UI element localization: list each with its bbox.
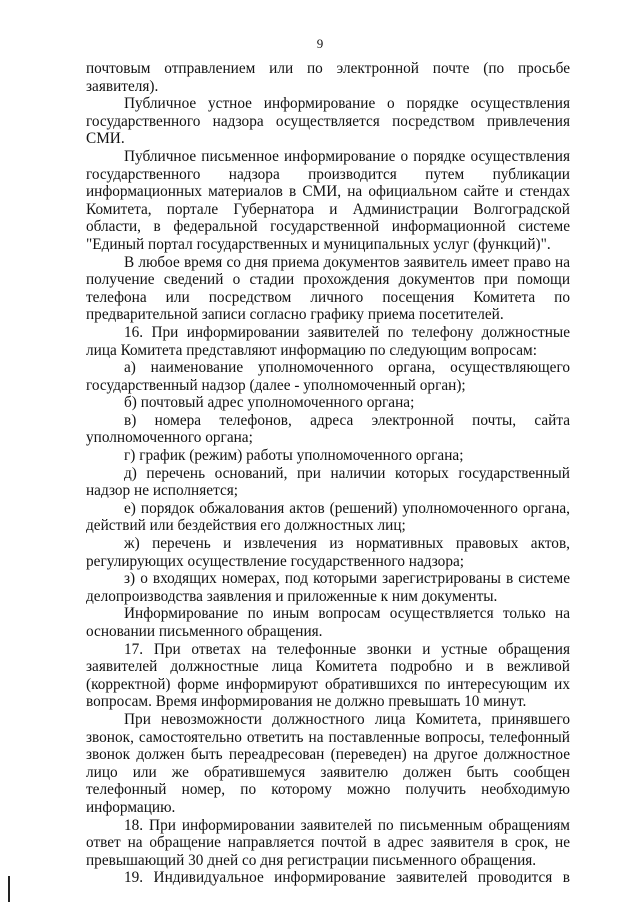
paragraph-16: 16. При информировании заявителей по телефону должностные лица Комитета представляют информацию по следующим вопросам: [86, 323, 570, 359]
paragraph-17: 17. При ответах на телефонные звонки и устные обращения заявителей должностные лица Комитета подробно и в вежливой (корректной) форме информируют обратившихся по интересующим их вопросам. Время информирования не должно превышать 10 минут. [86, 640, 570, 711]
paragraph-18: 18. При информировании заявителей по письменным обращениям ответ на обращение направляется почтой в адрес заявителя в срок, не превышающий 30 дней со дня регистрации письменного обращения. [86, 816, 570, 869]
list-item-zh: ж) перечень и извлечения из нормативных правовых актов, регулирующих осуществление государственного надзора; [86, 535, 570, 570]
list-item-e: е) порядок обжалования актов (решений) уполномоченного органа, действий или бездействия его должностных лиц; [86, 499, 570, 535]
list-item-d: д) перечень оснований, при наличии которых государственный надзор не исполняется; [86, 464, 570, 500]
page-number: 9 [316, 36, 324, 51]
list-item-a: а) наименование уполномоченного органа, осуществляющего государственный надзор (далее - уполномоченный орган); [86, 359, 570, 394]
paragraph-status-info: В любое время со дня приема документов заявитель имеет право на получение сведений о стадии прохождения документов при помощи телефона или посредством личного посещения Комитета по предварительной записи согласно графику приема посетителей. [86, 253, 570, 324]
list-item-z: з) о входящих номерах, под которыми зарегистрированы в системе делопроизводства заявления и приложенные к ним документы. [86, 570, 570, 605]
paragraph-other-questions: Информирование по иным вопросам осуществляется только на основании письменного обращения. [86, 605, 570, 640]
paragraph-continuation: почтовым отправлением или по электронной почте (по просьбе заявителя). [86, 60, 570, 95]
paragraph-public-written: Публичное письменное информирование о порядке осуществления государственного надзора производится путем публикации информационных материалов в СМИ, на официальном сайте и стендах Комитета, портале Губернатора и Администрации Волгоградской области, в федеральной государственной информационной системе "Единый портал государственных и муниципальных услуг (функций)". [86, 147, 570, 253]
list-item-v: в) номера телефонов, адреса электронной почты, сайта уполномоченного органа; [86, 411, 570, 447]
scan-margin-mark [8, 876, 10, 902]
list-item-b: б) почтовый адрес уполномоченного органа; [124, 394, 415, 412]
paragraph-redirect: При невозможности должностного лица Комитета, принявшего звонок, самостоятельно ответить на поставленные вопросы, телефонный звонок должен быть переадресован (переведен) на другое должностное лицо или же обратившемуся заявителю должен быть сообщен телефонный номер, по которому можно получить необходимую информацию. [86, 710, 570, 816]
list-item-g: г) график (режим) работы уполномоченного органа; [124, 447, 464, 465]
paragraph-public-oral: Публичное устное информирование о порядке осуществления государственного надзора осуществляется посредством привлечения СМИ. [86, 95, 570, 148]
document-body [86, 60, 570, 887]
paragraph-19: 19. Индивидуальное информирование заявителей проводится в [124, 869, 570, 887]
